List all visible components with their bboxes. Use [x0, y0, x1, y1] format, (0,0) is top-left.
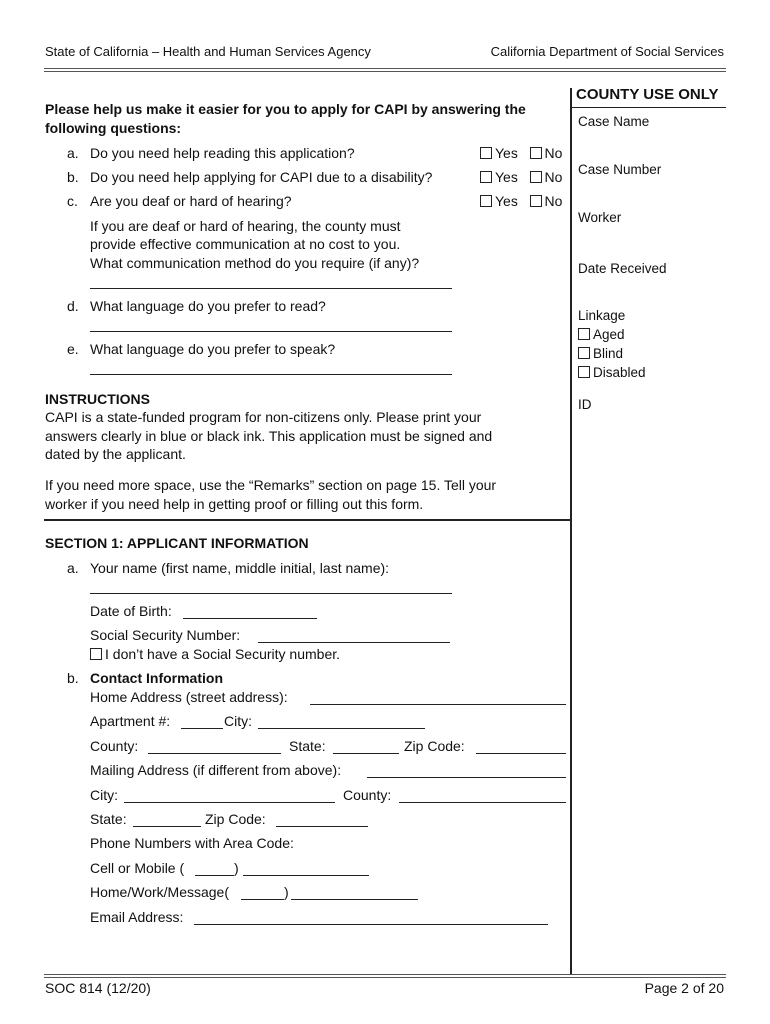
- question-b-yes-checkbox[interactable]: [480, 171, 492, 183]
- question-b-no-checkbox[interactable]: [530, 171, 542, 183]
- instructions-p2-2: worker if you need help in getting proof or filling out this form.: [45, 496, 424, 512]
- header-rule-2: [44, 71, 726, 72]
- instructions-p1-3: dated by the applicant.: [45, 446, 186, 462]
- question-d-text: What language do you prefer to read?: [90, 298, 326, 314]
- question-c-sub-2: provide effective communication at no cost to you.: [90, 236, 401, 252]
- linkage-aged-option: [578, 327, 625, 342]
- question-b-label: b.: [67, 169, 79, 185]
- blind-label: Blind: [593, 346, 624, 361]
- aged-label: Aged: [593, 327, 625, 342]
- yes-label: Yes: [495, 169, 518, 185]
- speak-language-field[interactable]: [90, 374, 452, 375]
- cell-number-field[interactable]: [243, 875, 369, 876]
- intro-title-2: following questions:: [45, 120, 182, 136]
- yes-label: Yes: [495, 145, 518, 161]
- section1-a-label: a.: [67, 560, 79, 576]
- instructions-p2-1: If you need more space, use the “Remarks” section on page 15. Tell your: [45, 477, 497, 493]
- mailing-city-field[interactable]: [124, 802, 335, 803]
- phone-numbers-label: Phone Numbers with Area Code:: [90, 835, 294, 851]
- header-agency: State of California – Health and Human Services Agency: [45, 44, 371, 59]
- home-address-field[interactable]: [310, 704, 566, 705]
- question-a-text: Do you need help reading this application?: [90, 145, 355, 161]
- question-d-label: d.: [67, 298, 79, 314]
- instructions-p1-1: CAPI is a state-funded program for non-citizens only. Please print your: [45, 409, 482, 425]
- question-a-label: a.: [67, 145, 79, 161]
- mailing-zip-label: Zip Code:: [205, 811, 266, 827]
- question-c-label: c.: [67, 193, 78, 209]
- email-field[interactable]: [194, 924, 548, 925]
- header-department: California Department of Social Services: [490, 44, 724, 59]
- section1-title: SECTION 1: APPLICANT INFORMATION: [45, 535, 309, 551]
- question-c-options: [480, 193, 562, 209]
- section1-a-text: Your name (first name, middle initial, last name):: [90, 560, 390, 576]
- instructions-p1-2: answers clearly in blue or black ink. This application must be signed and: [45, 428, 493, 444]
- question-a-options: [480, 145, 562, 161]
- zip-field[interactable]: [476, 753, 566, 754]
- county-date-received: Date Received: [578, 261, 667, 276]
- blind-checkbox[interactable]: [578, 347, 590, 359]
- disabled-label: Disabled: [593, 365, 646, 380]
- home-area-code-field[interactable]: [241, 899, 284, 900]
- county-linkage: Linkage: [578, 308, 626, 323]
- cell-area-code-field[interactable]: [195, 875, 234, 876]
- page-number: Page 2 of 20: [644, 980, 724, 996]
- footer-rule-2: [44, 977, 726, 978]
- email-label: Email Address:: [90, 909, 184, 925]
- no-label: No: [544, 145, 563, 161]
- section-rule: [44, 519, 572, 521]
- mailing-address-field[interactable]: [367, 777, 566, 778]
- linkage-disabled-option: [578, 365, 646, 380]
- no-label: No: [544, 169, 563, 185]
- home-work-label: Home/Work/Message(: [90, 884, 230, 900]
- question-c-sub-3: What communication method do you require (if any)?: [90, 255, 420, 271]
- question-c-text: Are you deaf or hard of hearing?: [90, 193, 292, 209]
- no-ssn-label: I don’t have a Social Security number.: [105, 646, 341, 662]
- ssn-label: Social Security Number:: [90, 627, 241, 643]
- dob-label: Date of Birth:: [90, 603, 172, 619]
- disabled-checkbox[interactable]: [578, 366, 590, 378]
- mailing-city-label: City:: [90, 787, 118, 803]
- cell-label: Cell or Mobile (: [90, 860, 185, 876]
- dob-field[interactable]: [183, 618, 317, 619]
- column-divider: [570, 88, 572, 975]
- question-e-text: What language do you prefer to speak?: [90, 341, 336, 357]
- no-ssn-checkbox[interactable]: [90, 648, 102, 660]
- contact-info-title: Contact Information: [90, 670, 223, 686]
- question-e-label: e.: [67, 341, 79, 357]
- question-b-text: Do you need help applying for CAPI due to a disability?: [90, 169, 433, 185]
- state-field[interactable]: [333, 753, 399, 754]
- full-name-field[interactable]: [90, 593, 452, 594]
- county-case-number: Case Number: [578, 162, 662, 177]
- mailing-state-label: State:: [90, 811, 127, 827]
- no-ssn-option: [90, 646, 340, 662]
- question-c-yes-checkbox[interactable]: [480, 195, 492, 207]
- aged-checkbox[interactable]: [578, 328, 590, 340]
- question-a-no-checkbox[interactable]: [530, 147, 542, 159]
- county-use-rule: [572, 107, 726, 108]
- state-label: State:: [289, 738, 326, 754]
- yes-label: Yes: [495, 193, 518, 209]
- county-field[interactable]: [148, 753, 281, 754]
- ssn-field[interactable]: [258, 642, 450, 643]
- mailing-county-field[interactable]: [399, 802, 566, 803]
- county-worker: Worker: [578, 210, 622, 225]
- form-number: SOC 814 (12/20): [45, 980, 151, 996]
- linkage-blind-option: [578, 346, 623, 361]
- city-field[interactable]: [258, 728, 425, 729]
- section1-b-label: b.: [67, 670, 79, 686]
- intro-title-1: Please help us make it easier for you to apply for CAPI by answering the: [45, 101, 526, 117]
- apartment-label: Apartment #:: [90, 713, 171, 729]
- mailing-state-field[interactable]: [133, 826, 201, 827]
- read-language-field[interactable]: [90, 331, 452, 332]
- home-close-paren: ): [284, 884, 289, 900]
- county-id: ID: [578, 397, 592, 412]
- question-a-yes-checkbox[interactable]: [480, 147, 492, 159]
- cell-close-paren: ): [234, 860, 239, 876]
- footer-rule: [44, 974, 726, 975]
- county-case-name: Case Name: [578, 114, 650, 129]
- no-label: No: [544, 193, 563, 209]
- communication-method-field[interactable]: [90, 288, 452, 289]
- question-b-options: [480, 169, 562, 185]
- home-number-field[interactable]: [291, 899, 418, 900]
- mailing-county-label: County:: [343, 787, 392, 803]
- county-label: County:: [90, 738, 139, 754]
- instructions-title: INSTRUCTIONS: [45, 391, 150, 407]
- apartment-field[interactable]: [181, 728, 223, 729]
- question-c-sub-1: If you are deaf or hard of hearing, the county must: [90, 218, 401, 234]
- city-label: City:: [224, 713, 252, 729]
- question-c-no-checkbox[interactable]: [530, 195, 542, 207]
- mailing-address-label: Mailing Address (if different from above):: [90, 762, 342, 778]
- home-address-label: Home Address (street address):: [90, 689, 288, 705]
- header-rule: [44, 68, 726, 69]
- zip-label: Zip Code:: [404, 738, 465, 754]
- county-use-title: COUNTY USE ONLY: [576, 86, 719, 103]
- mailing-zip-field[interactable]: [276, 826, 368, 827]
